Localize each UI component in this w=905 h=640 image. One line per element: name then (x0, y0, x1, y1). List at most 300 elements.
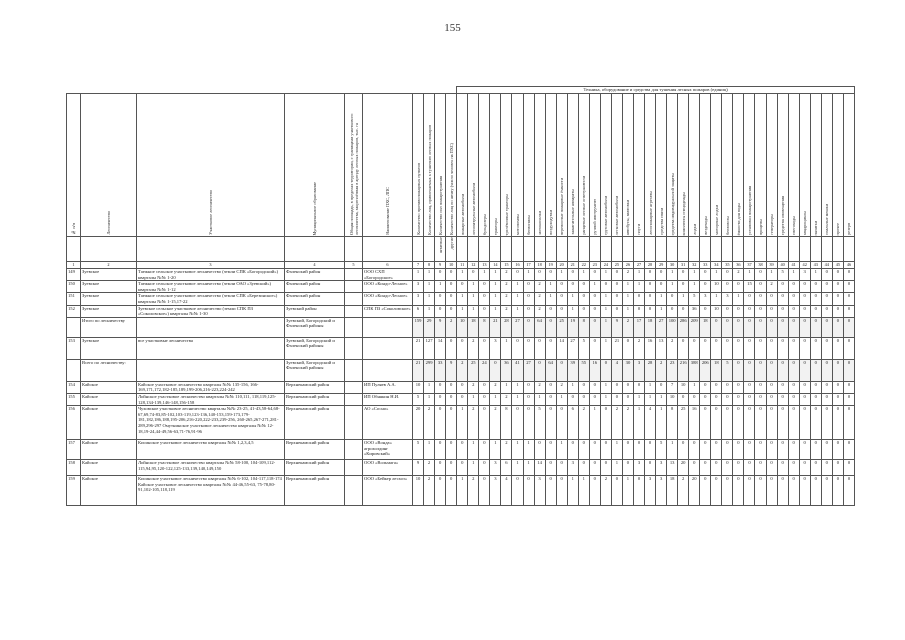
cell-value: 21 (413, 337, 424, 359)
cell-value: 5 (722, 359, 733, 381)
subheader-text: другие (448, 237, 454, 250)
cell-value: 0 (755, 293, 766, 305)
cell-value: 0 (843, 393, 854, 405)
cell-value: 0 (545, 305, 556, 317)
cell-num: 155 (67, 393, 81, 405)
cell-value: 1 (656, 406, 667, 440)
column-header (523, 94, 534, 237)
column-header-text: легковые автомобили (614, 195, 620, 235)
subheader-cell (766, 237, 777, 262)
cell-org: ООО «Бейкер лесхоз» (363, 476, 413, 506)
cell-value: 0 (821, 269, 832, 281)
column-number: 39 (766, 262, 777, 269)
column-header-text: генераторы (769, 214, 775, 235)
column-header (766, 94, 777, 237)
subheader-cell (490, 237, 501, 262)
cell-municipality: Верхнекамский район (285, 381, 345, 393)
cell-municipality: Фаленский район (285, 281, 345, 293)
cell-value: 0 (512, 406, 523, 440)
column-header-text: мотопомпы (514, 213, 520, 235)
cell-value: 0 (722, 337, 733, 359)
cell-value: 0 (523, 393, 534, 405)
cell-value: 1 (435, 281, 446, 293)
column-number: 19 (545, 262, 556, 269)
column-header-text: средства оповещения (780, 195, 786, 235)
cell-value: 1 (501, 381, 512, 393)
subheader-cell (468, 237, 479, 262)
cell-value: 0 (766, 393, 777, 405)
cell-value: 0 (446, 381, 457, 393)
cell-value: 0 (799, 281, 810, 293)
cell-value: 0 (711, 381, 722, 393)
column-header-text: Общая площадь, в пределах территории, с границами участкового лесничества, закреплённая в аренду лесных пожаров, тыс. га (348, 113, 359, 235)
column-header-text: прицепы (758, 218, 763, 235)
cell-value: 1 (633, 393, 644, 405)
column-header (446, 94, 457, 237)
column-header (512, 94, 523, 237)
cell-value: 1 (468, 293, 479, 305)
column-header (345, 94, 363, 237)
cell-value: 1 (534, 393, 545, 405)
cell-value: 0 (711, 440, 722, 460)
column-number: 18 (534, 262, 545, 269)
cell-value: 1 (512, 293, 523, 305)
cell-value: 0 (700, 440, 711, 460)
cell-value: 1 (711, 269, 722, 281)
cell-value: 1 (678, 293, 689, 305)
table-row (67, 440, 855, 460)
cell-value: 0 (645, 305, 656, 317)
column-header-text: вездеходы (702, 216, 708, 235)
cell-value: 0 (711, 393, 722, 405)
subheader-cell (832, 237, 843, 262)
cell-value: 0 (755, 269, 766, 281)
cell-value: 0 (722, 460, 733, 476)
cell-value: 0 (821, 281, 832, 293)
cell-value: 1 (633, 281, 644, 293)
cell-value: 3 (799, 269, 810, 281)
column-header-text: комплекты спецодежды (680, 191, 686, 235)
cell-value: 1 (600, 337, 611, 359)
cell-value: 1 (424, 381, 435, 393)
subheader-cell (633, 237, 644, 262)
cell-value: 0 (457, 393, 468, 405)
cell-value: 3 (490, 460, 501, 476)
cell-value: 286 (678, 317, 689, 337)
cell-value: 1 (501, 337, 512, 359)
cell-value: 0 (810, 293, 821, 305)
cell-value: 0 (832, 269, 843, 281)
column-header (678, 94, 689, 237)
column-number: 7 (413, 262, 424, 269)
cell-value: 0 (810, 359, 821, 381)
cell-district: Таежное сельское участковое лесничество (земли СПК «Березинское») кварталы №№ 1-15,17-22 (137, 293, 285, 305)
cell-value: 21 (490, 317, 501, 337)
column-header-text: Количество сил пожаротушения (437, 175, 443, 235)
cell-value: 0 (810, 305, 821, 317)
cell-value: 0 (711, 406, 722, 440)
cell-value: 2 (490, 406, 501, 440)
subheader-text: штатные (437, 237, 443, 254)
cell-value: 0 (479, 293, 490, 305)
subheader-cell (821, 237, 832, 262)
cell-value: 0 (755, 337, 766, 359)
cell-value: 0 (633, 381, 644, 393)
cell-value: 4 (611, 359, 622, 381)
cell-value: 0 (556, 281, 567, 293)
cell-value: 0 (479, 337, 490, 359)
cell-value: 0 (821, 381, 832, 393)
subheader-cell (700, 237, 711, 262)
cell-value: 1 (523, 460, 534, 476)
cell-value: 0 (700, 393, 711, 405)
table-row (67, 460, 855, 476)
cell-value: 1 (788, 269, 799, 281)
cell-value: 0 (435, 305, 446, 317)
cell-num: 154 (67, 381, 81, 393)
column-number: 1 (67, 262, 81, 269)
column-header-text: резерв (846, 223, 852, 235)
cell-value: 1 (490, 305, 501, 317)
subheader-cell (446, 237, 457, 262)
cell-value: 0 (733, 317, 744, 337)
cell-value: 0 (755, 476, 766, 506)
cell-value: 8 (479, 317, 490, 337)
subheader-cell (689, 237, 700, 262)
cell-value: 0 (479, 305, 490, 317)
column-number: 6 (363, 262, 413, 269)
cell-value: 100 (667, 317, 678, 337)
cell-municipality: Фаленский район (285, 269, 345, 281)
cell-value: 0 (435, 269, 446, 281)
cell-value: 0 (457, 337, 468, 359)
cell-value: 1 (468, 305, 479, 317)
cell-value: 0 (700, 460, 711, 476)
column-header-text: Лесничество (106, 211, 111, 235)
cell-value: 0 (578, 440, 589, 460)
cell-value: 0 (611, 381, 622, 393)
cell-value: 0 (611, 393, 622, 405)
column-header (755, 94, 766, 237)
cell-value: 1 (600, 305, 611, 317)
cell-value: 1 (457, 476, 468, 506)
cell-value: 27 (512, 317, 523, 337)
cell-value: 0 (600, 359, 611, 381)
cell-value: 1 (689, 381, 700, 393)
cell-value: 0 (766, 460, 777, 476)
cell-value: 0 (799, 293, 810, 305)
cell-value: 0 (435, 406, 446, 440)
cell-forestry: Кайское (81, 440, 137, 460)
cell-value: 16 (589, 359, 600, 381)
cell-value: 3 (413, 281, 424, 293)
column-header (81, 94, 137, 237)
cell-value: 1 (523, 440, 534, 460)
cell-value: 18 (700, 317, 711, 337)
cell-value: 0 (821, 393, 832, 405)
cell-value: 2 (468, 406, 479, 440)
cell-value: 0 (457, 281, 468, 293)
cell-num (67, 317, 81, 337)
cell-value: 0 (843, 269, 854, 281)
cell-value: 1 (512, 393, 523, 405)
cell-value: 2 (766, 281, 777, 293)
column-header (777, 94, 788, 237)
table-row (67, 269, 855, 281)
cell-value: 0 (490, 359, 501, 381)
cell-value: 20 (689, 476, 700, 506)
cell-value: 41 (512, 359, 523, 381)
cell-value: 0 (733, 359, 744, 381)
cell-value: 0 (523, 281, 534, 293)
cell-value: 0 (843, 281, 854, 293)
cell-value: 0 (578, 305, 589, 317)
cell-forestry: Зуевское (81, 305, 137, 317)
cell-value: 0 (777, 293, 788, 305)
cell-num: 149 (67, 269, 81, 281)
column-header-text: мотокосилки (537, 211, 543, 235)
cell-value: 0 (810, 281, 821, 293)
column-number: 43 (810, 262, 821, 269)
cell-value: 3 (490, 337, 501, 359)
cell-value: 1 (645, 393, 656, 405)
cell-value: 0 (755, 359, 766, 381)
cell-value: 6 (501, 460, 512, 476)
subheader-cell (810, 237, 821, 262)
column-header-text: ёмкости для воды (735, 202, 741, 235)
column-header-text: ранцевые лесные огнетушители (581, 176, 587, 235)
cell-value: 1 (545, 281, 556, 293)
cell-org (363, 359, 413, 381)
cell-value: 1 (468, 393, 479, 405)
cell-value: 0 (468, 269, 479, 281)
cell-value: 18 (667, 476, 678, 506)
column-number: 32 (689, 262, 700, 269)
subheader-cell (799, 237, 810, 262)
subheader-cell (678, 237, 689, 262)
column-number: 16 (512, 262, 523, 269)
table-body (67, 269, 855, 506)
subheader-cell (501, 237, 512, 262)
cell-value: 0 (689, 440, 700, 460)
column-header-text: автобусы, вахтовки (625, 199, 631, 235)
cell-value: 2 (578, 406, 589, 440)
cell-value: 1 (457, 269, 468, 281)
column-number: 20 (556, 262, 567, 269)
cell-org: ООО «Кондо-Лесное» (363, 293, 413, 305)
cell-value: 0 (479, 393, 490, 405)
cell-value: 0 (435, 381, 446, 393)
cell-value: 0 (667, 305, 678, 317)
cell-area (345, 393, 363, 405)
cell-value: 1 (567, 305, 578, 317)
cell-value: 0 (700, 269, 711, 281)
column-header (843, 94, 854, 237)
subheader-cell (567, 237, 578, 262)
cell-num: 151 (67, 293, 81, 305)
cell-value: 0 (435, 476, 446, 506)
cell-value: 0 (843, 460, 854, 476)
cell-value: 0 (810, 393, 821, 405)
cell-value: 0 (611, 305, 622, 317)
cell-value: 0 (810, 337, 821, 359)
cell-value: 1 (600, 293, 611, 305)
cell-value: 0 (843, 317, 854, 337)
cell-municipality: Верхнекамский район (285, 406, 345, 440)
cell-org (363, 317, 413, 337)
column-header (656, 94, 667, 237)
column-number: 46 (843, 262, 854, 269)
cell-value: 0 (667, 293, 678, 305)
cell-value: 0 (755, 440, 766, 460)
cell-value: 0 (832, 359, 843, 381)
column-header (600, 94, 611, 237)
cell-value: 127 (424, 337, 435, 359)
column-header (744, 94, 755, 237)
cell-forestry: Кайское (81, 476, 137, 506)
column-header (622, 94, 633, 237)
column-number: 41 (788, 262, 799, 269)
cell-value: 0 (457, 440, 468, 460)
cell-value: 1 (556, 393, 567, 405)
cell-value: 0 (733, 381, 744, 393)
cell-value: 5 (777, 269, 788, 281)
cell-value: 2 (501, 269, 512, 281)
cell-org: ООО «Кондо-Лесное» (363, 281, 413, 293)
cell-org: СПК ПЗ «Соколовское» (363, 305, 413, 317)
cell-value: 2 (457, 359, 468, 381)
cell-value: 0 (766, 317, 777, 337)
column-header-text: лесопатрульные автомобили (470, 182, 476, 235)
subheader-cell (137, 237, 285, 262)
cell-value: 20 (413, 406, 424, 440)
subheader-cell (843, 237, 854, 262)
cell-value: 1 (545, 293, 556, 305)
cell-value: 1 (600, 393, 611, 405)
column-header-text: бульдозеры (481, 213, 487, 235)
cell-value: 0 (733, 393, 744, 405)
cell-value: 28 (645, 359, 656, 381)
column-number: 17 (523, 262, 534, 269)
column-header (435, 94, 446, 237)
column-header-text: переносные пожарные ёмкости (559, 177, 565, 235)
cell-district: Лойнское участковое лесничество кварталы №№ 110,111, 118,119,125-128,134-139,146-148,156-158 (137, 393, 285, 405)
column-header-text: плуги (636, 224, 642, 235)
column-header-text: бензовозы (724, 216, 730, 235)
cell-value: 1 (567, 381, 578, 393)
cell-district: Кисинское участковое лесничество кварталы №№ 1,2,3,4,5 (137, 440, 285, 460)
cell-value: 18 (711, 359, 722, 381)
column-number: 4 (285, 262, 345, 269)
cell-value: 1 (424, 269, 435, 281)
cell-area (345, 305, 363, 317)
cell-value: 0 (733, 281, 744, 293)
column-header-text: ручной инструмент (592, 199, 598, 235)
subheader-cell (589, 237, 600, 262)
cell-value: 0 (589, 440, 600, 460)
cell-num: 158 (67, 460, 81, 476)
cell-value: 0 (479, 406, 490, 440)
cell-value: 0 (843, 406, 854, 440)
cell-value: 0 (622, 337, 633, 359)
cell-value: 0 (799, 440, 810, 460)
column-header (810, 94, 821, 237)
cell-value: 0 (589, 460, 600, 476)
cell-district: Лойнское участковое лесничество кварталы №№ 58-100, 104-109,112-115,94,95,120-122,125-133,139,140,149,150 (137, 460, 285, 476)
cell-value: 0 (479, 440, 490, 460)
cell-value: 0 (589, 305, 600, 317)
cell-value: 1 (667, 281, 678, 293)
cell-num: 156 (67, 406, 81, 440)
cell-value: 29 (424, 317, 435, 337)
cell-value: 2 (534, 381, 545, 393)
column-number: 37 (744, 262, 755, 269)
cell-value: 0 (843, 440, 854, 460)
cell-value: 0 (788, 440, 799, 460)
column-number: 38 (755, 262, 766, 269)
cell-value: 0 (435, 293, 446, 305)
column-number: 40 (777, 262, 788, 269)
cell-district: Зуевское сельское участковое лесничество (земли СПК ПЗ «Соколовское») кварталы №№ 1-30 (137, 305, 285, 317)
cell-value: 27 (567, 337, 578, 359)
column-number: 8 (424, 262, 435, 269)
cell-municipality: Зуевский, Богородский и Фаленский районы (285, 317, 345, 337)
cell-value: 9 (446, 359, 457, 381)
column-header-text: зажигательные аппараты (570, 189, 576, 235)
cell-value: 3 (722, 293, 733, 305)
cell-value: 0 (446, 406, 457, 440)
cell-value: 0 (545, 393, 556, 405)
cell-value: 0 (788, 317, 799, 337)
cell-value: 0 (744, 476, 755, 506)
cell-value: 1 (512, 440, 523, 460)
cell-value: 28 (501, 317, 512, 337)
cell-value: 5 (534, 406, 545, 440)
cell-value: 0 (744, 406, 755, 440)
cell-value: 1 (766, 269, 777, 281)
subheader-cell (611, 237, 622, 262)
cell-value: 0 (832, 406, 843, 440)
cell-value: 0 (611, 281, 622, 293)
cell-area (345, 269, 363, 281)
column-header-text: пожарные автомобили (459, 193, 465, 235)
column-header-text: прочее (835, 222, 841, 235)
cell-value: 0 (545, 269, 556, 281)
cell-value: 0 (766, 359, 777, 381)
cell-value: 0 (843, 293, 854, 305)
subheader-cell (777, 237, 788, 262)
cell-value: 1 (589, 281, 600, 293)
cell-value: 0 (600, 406, 611, 440)
cell-value: 0 (744, 317, 755, 337)
cell-value: 0 (744, 337, 755, 359)
cell-value: 206 (700, 359, 711, 381)
cell-org (363, 337, 413, 359)
cell-value: 39 (567, 359, 578, 381)
subheader-cell (656, 237, 667, 262)
cell-value: 0 (479, 381, 490, 393)
cell-value: 0 (810, 460, 821, 476)
cell-value: 3 (567, 460, 578, 476)
cell-value: 1 (490, 281, 501, 293)
cell-value: 10 (711, 281, 722, 293)
column-header-text: снегоходы (791, 216, 797, 235)
cell-value: 1 (744, 269, 755, 281)
cell-value: 0 (722, 476, 733, 506)
cell-value: 0 (788, 359, 799, 381)
cell-value: 27 (523, 359, 534, 381)
cell-value: 0 (700, 381, 711, 393)
